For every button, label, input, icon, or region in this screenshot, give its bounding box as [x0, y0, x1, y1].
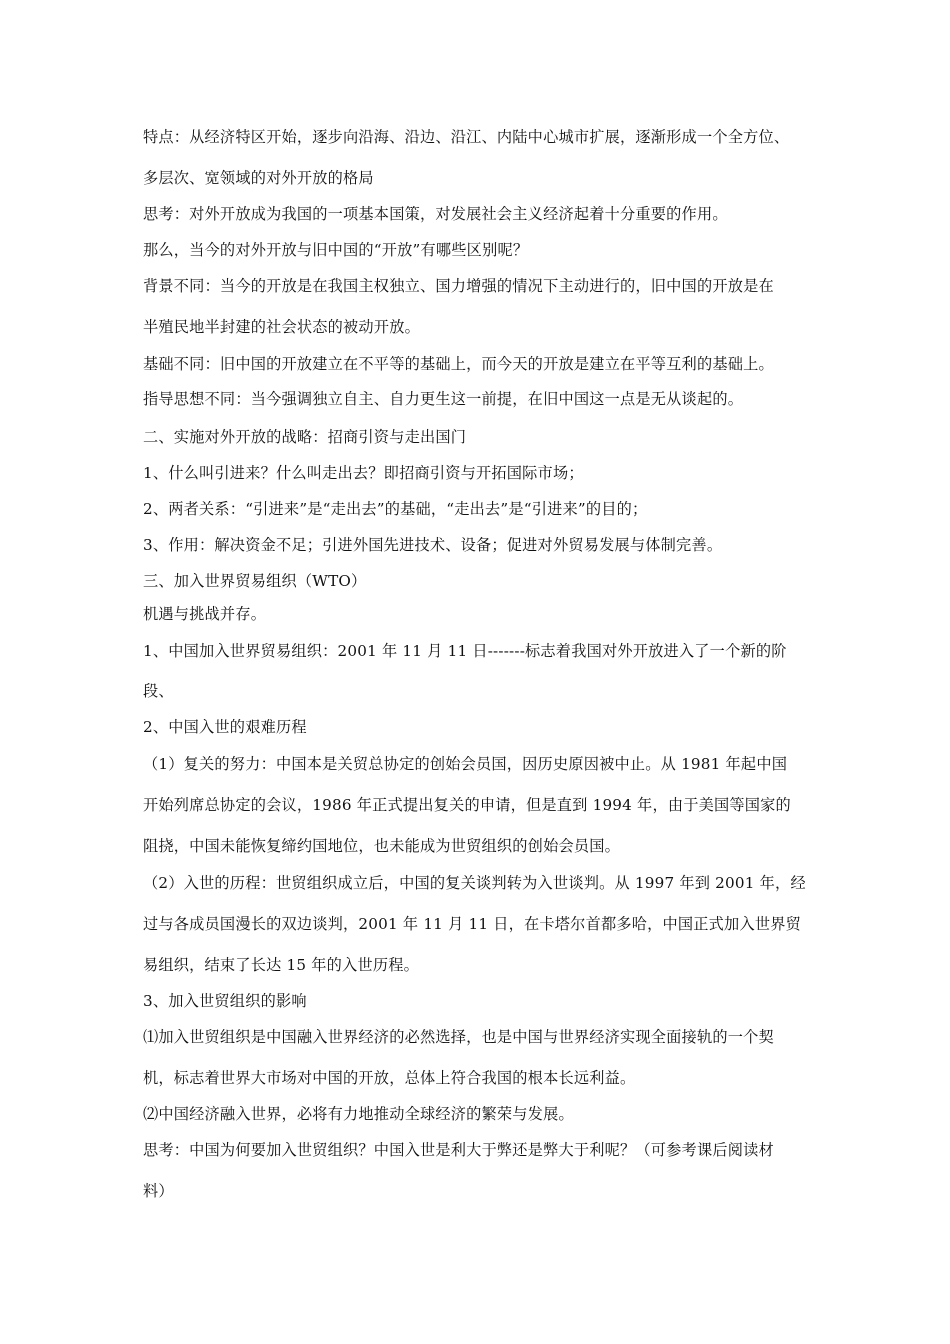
- text-line: 背景不同：当今的开放是在我国主权独立、国力增强的情况下主动进行的，旧中国的开放是在: [143, 277, 774, 295]
- text-line: 多层次、宽领域的对外开放的格局: [143, 169, 374, 187]
- text-line: 半殖民地半封建的社会状态的被动开放。: [143, 318, 420, 336]
- text-line: 指导思想不同：当今强调独立自主、自力更生这一前提，在旧中国这一点是无从谈起的。: [143, 390, 744, 408]
- text-line: 段、: [143, 682, 174, 700]
- text-line: 机，标志着世界大市场对中国的开放，总体上符合我国的根本长远利益。: [143, 1069, 636, 1087]
- text-line: 3、作用：解决资金不足；引进外国先进技术、设备；促进对外贸易发展与体制完善。: [143, 536, 723, 554]
- text-line: 2、两者关系：“引进来”是“走出去”的基础，“走出去”是“引进来”的目的；: [143, 500, 648, 518]
- text-line: 易组织，结束了长达 15 年的入世历程。: [143, 956, 419, 974]
- text-line: （1）复关的努力：中国本是关贸总协定的创始会员国，因历史原因被中止。从 1981 年起中国: [143, 755, 788, 773]
- text-line: 3、加入世贸组织的影响: [143, 992, 307, 1010]
- text-line: ⑴加入世贸组织是中国融入世界经济的必然选择，也是中国与世界经济实现全面接轨的一个契: [143, 1028, 774, 1046]
- text-line: 那么，当今的对外开放与旧中国的“开放”有哪些区别呢？: [143, 241, 529, 259]
- section-heading: 三、加入世界贸易组织（WTO）: [143, 572, 367, 590]
- text-line: 特点：从经济特区开始，逐步向沿海、沿边、沿江、内陆中心城市扩展，逐渐形成一个全方位、: [143, 128, 790, 146]
- text-line: 思考：对外开放成为我国的一项基本国策，对发展社会主义经济起着十分重要的作用。: [143, 205, 728, 223]
- text-line: ⑵中国经济融入世界，必将有力地推动全球经济的繁荣与发展。: [143, 1105, 574, 1123]
- text-line: 开始列席总协定的会议，1986 年正式提出复关的申请，但是直到 1994 年，由于美国等国家的: [143, 796, 791, 814]
- text-line: 机遇与挑战并存。: [143, 605, 267, 623]
- section-heading: 二、实施对外开放的战略：招商引资与走出国门: [143, 428, 467, 446]
- text-line: （2）入世的历程：世贸组织成立后，中国的复关谈判转为入世谈判。从 1997 年到 2001 年，经: [143, 874, 806, 892]
- text-line: 阻挠，中国未能恢复缔约国地位，也未能成为世贸组织的创始会员国。: [143, 837, 621, 855]
- text-line: 思考：中国为何要加入世贸组织？中国入世是利大于弊还是弊大于利呢？（可参考课后阅读材: [143, 1141, 774, 1159]
- text-line: 1、什么叫引进来？什么叫走出去？即招商引资与开拓国际市场；: [143, 464, 584, 482]
- text-line: 料）: [143, 1182, 174, 1200]
- text-line: 过与各成员国漫长的双边谈判，2001 年 11 月 11 日，在卡塔尔首都多哈，中国正式加入世界贸: [143, 915, 801, 933]
- text-line: 基础不同：旧中国的开放建立在不平等的基础上，而今天的开放是建立在平等互利的基础上。: [143, 355, 774, 373]
- text-line: 2、中国入世的艰难历程: [143, 718, 307, 736]
- text-line: 1、中国加入世界贸易组织：2001 年 11 月 11 日-------标志着我国对外开放进入了一个新的阶: [143, 642, 787, 660]
